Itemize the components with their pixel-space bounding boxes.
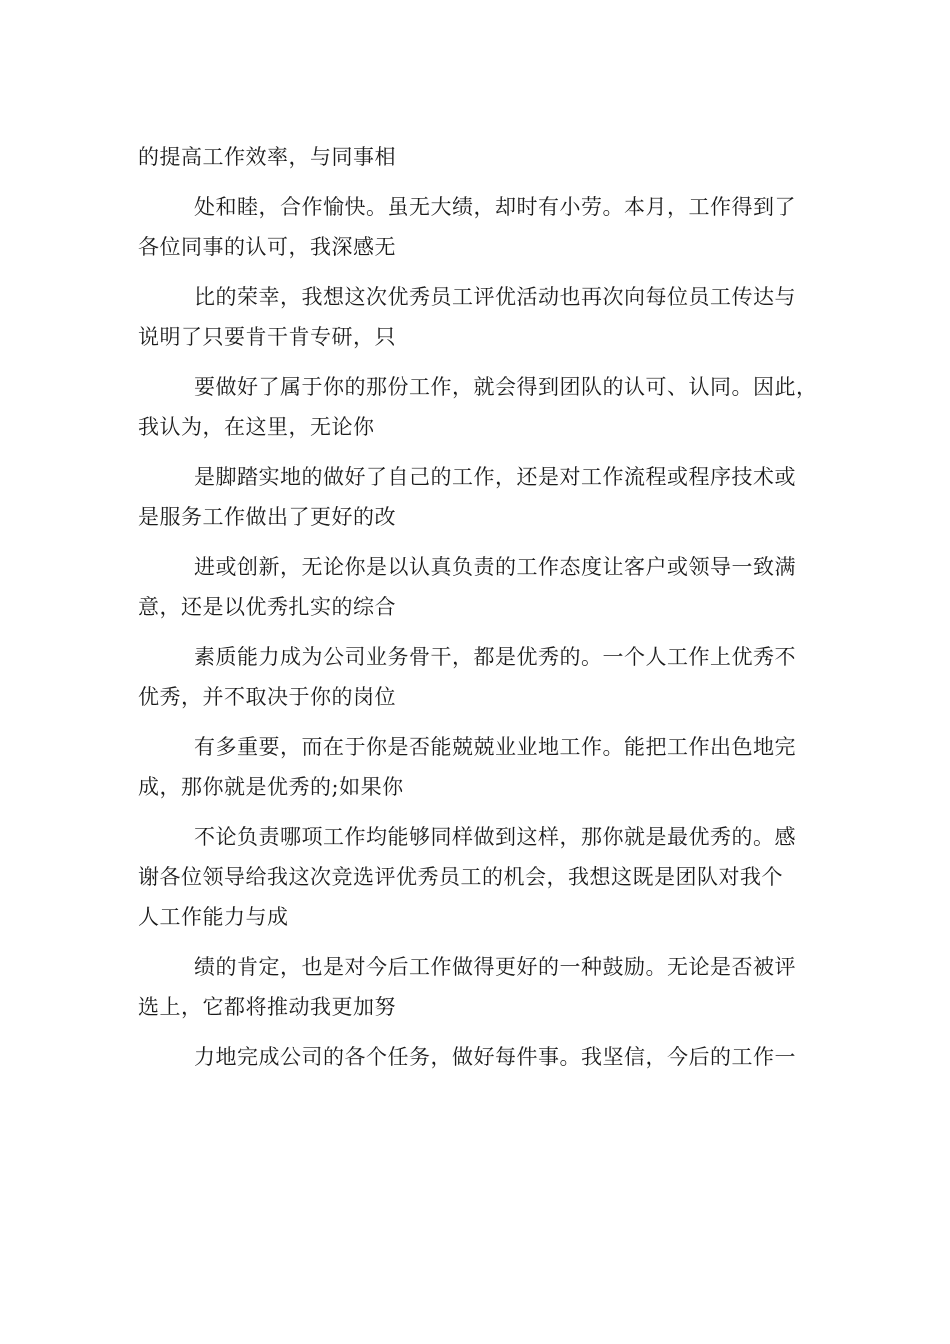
paragraph: [138, 817, 818, 937]
text-line: 力地完成公司的各个任务，做好每件事。我坚信，今后的工作一: [194, 1045, 796, 1069]
text-line: 各位同事的认可，我深感无: [138, 235, 396, 259]
text-line: 处和睦，合作愉快。虽无大绩，却时有小劳。本月，工作得到了: [194, 195, 796, 219]
text-line: 谢各位领导给我这次竞选评优秀员工的机会，我想这既是团队对我个: [138, 865, 783, 889]
text-line: 不论负责哪项工作均能够同样做到这样，那你就是最优秀的。感: [194, 825, 796, 849]
paragraph: [138, 457, 818, 537]
text-line: 说明了只要肯干肯专研，只: [138, 325, 396, 349]
text-line: 素质能力成为公司业务骨干，都是优秀的。一个人工作上优秀不: [194, 645, 796, 669]
paragraph: [138, 277, 818, 357]
paragraph: [138, 547, 818, 627]
text-line: 是服务工作做出了更好的改: [138, 505, 396, 529]
document-body: [138, 137, 818, 1077]
text-line: 意，还是以优秀扎实的综合: [138, 595, 396, 619]
text-line: 的提高工作效率，与同事相: [138, 145, 396, 169]
paragraph: [138, 367, 818, 447]
text-line: 有多重要，而在于你是否能兢兢业业地工作。能把工作出色地完: [194, 735, 796, 759]
text-line: 我认为，在这里，无论你: [138, 415, 375, 439]
text-line: 进或创新，无论你是以认真负责的工作态度让客户或领导一致满: [194, 555, 796, 579]
text-line: 要做好了属于你的那份工作，就会得到团队的认可、认同。因此，: [194, 375, 818, 399]
paragraph: [138, 1037, 818, 1077]
paragraph: [138, 947, 818, 1027]
text-line: 成，那你就是优秀的;如果你: [138, 775, 404, 799]
text-line: 绩的肯定，也是对今后工作做得更好的一种鼓励。无论是否被评: [194, 955, 796, 979]
text-line: 选上，它都将推动我更加努: [138, 995, 396, 1019]
paragraph: [138, 187, 818, 267]
paragraph: [138, 137, 818, 177]
text-line: 是脚踏实地的做好了自己的工作，还是对工作流程或程序技术或: [194, 465, 796, 489]
text-line: 比的荣幸，我想这次优秀员工评优活动也再次向每位员工传达与: [194, 285, 796, 309]
text-line: 人工作能力与成: [138, 905, 289, 929]
text-line: 优秀，并不取决于你的岗位: [138, 685, 396, 709]
paragraph: [138, 727, 818, 807]
paragraph: [138, 637, 818, 717]
